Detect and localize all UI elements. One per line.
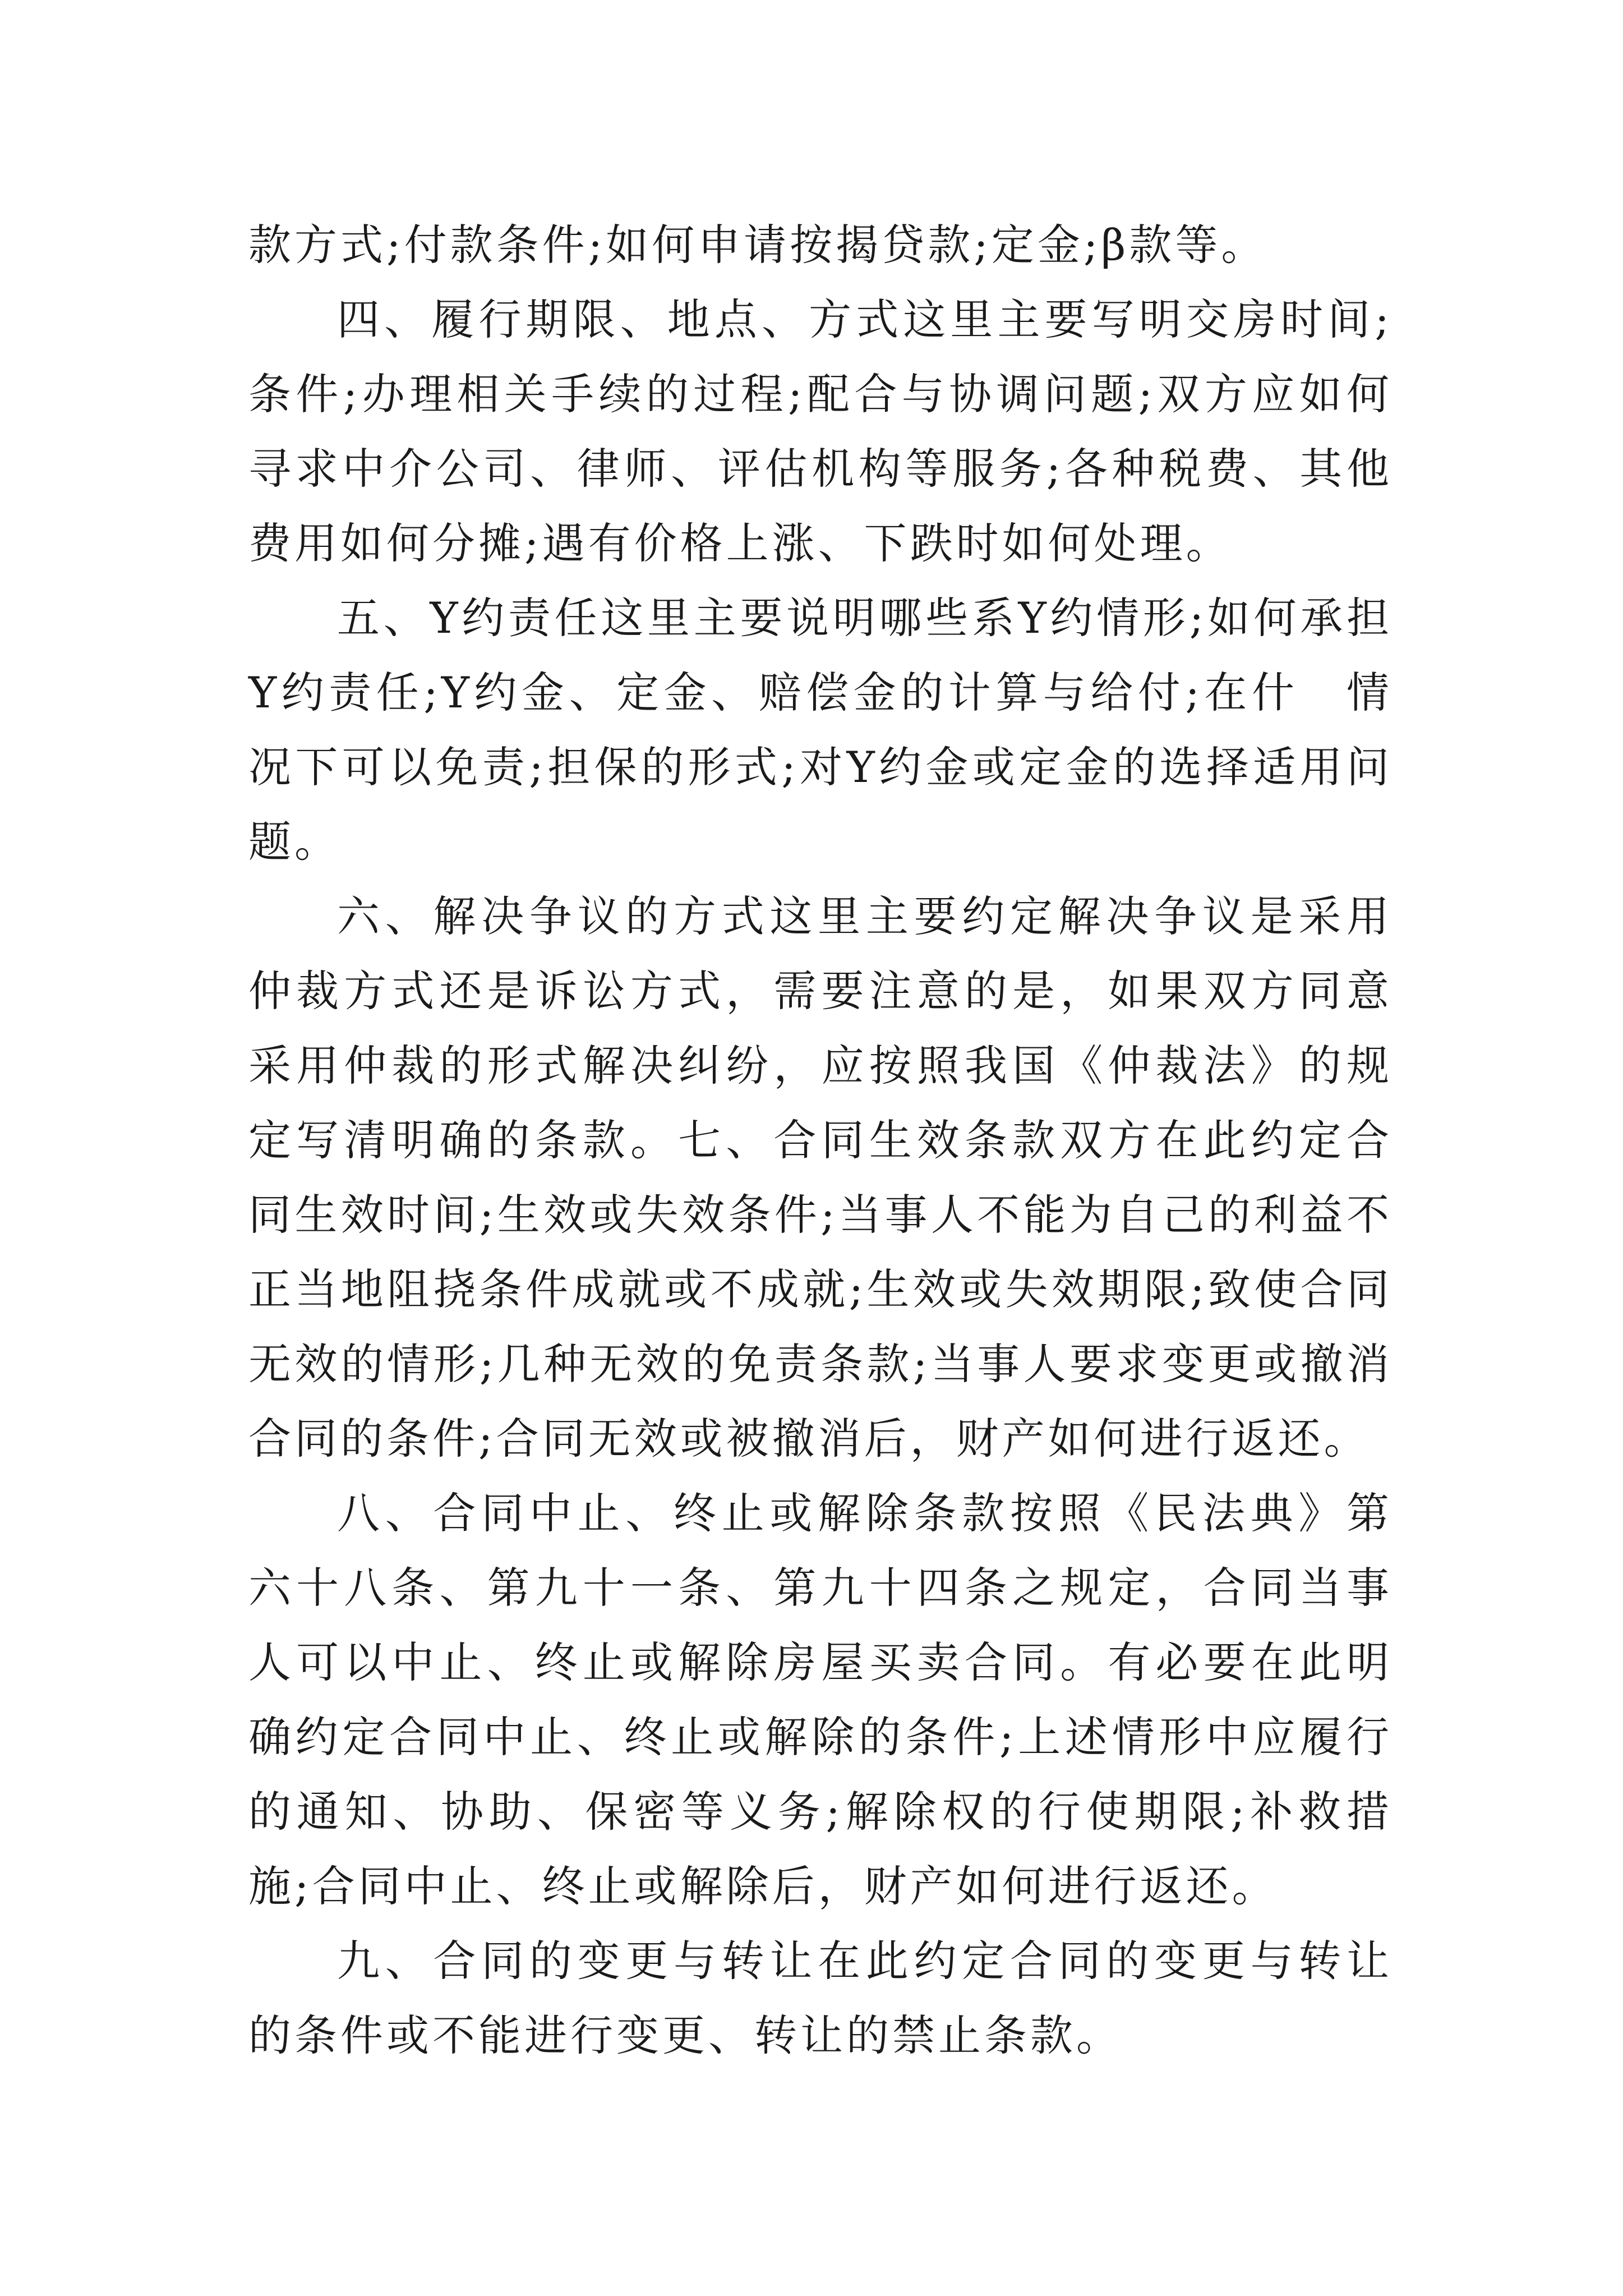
paragraph-dispute-resolution: 六、解决争议的方式这里主要约定解决争议是采用仲裁方式还是诉讼方式，需要注意的是，如果双方同意采用仲裁的形式解决纠纷，应按照我国《仲裁法》的规定写清明确的条款。七、合同生效条款双方在此约定合同生效时间;生效或失效条件;当事人不能为自己的利益不正当地阻挠条件成就或不成就;生效或失效期限;致使合同无效的情形;几种无效的免责条款;当事人要求变更或撤消合同的条件;合同无效或被撤消后，财产如何进行返还。 bbox=[248, 891, 1393, 1464]
paragraph-modification-transfer: 九、合同的变更与转让在此约定合同的变更与转让的条件或不能进行变更、转让的禁止条款。 bbox=[248, 1936, 1393, 2060]
document-body bbox=[248, 208, 1393, 2073]
paragraph-performance-terms: 四、履行期限、地点、方式这里主要写明交房时间;条件;办理相关手续的过程;配合与协调问题;双方应如何寻求中介公司、律师、评估机构等服务;各种税费、其他费用如何分摊;遇有价格上涨、下跌时如何处理。 bbox=[248, 295, 1393, 568]
paragraph-breach-liability: 五、Y约责任这里主要说明哪些系Y约情形;如何承担Y约责任;Y约金、定金、赔偿金的计算与给付;在什 情况下可以免责;担保的形式;对Y约金或定金的选择适用问题。 bbox=[248, 593, 1393, 867]
paragraph-termination-terms: 八、合同中止、终止或解除条款按照《民法典》第六十八条、第九十一条、第九十四条之规定，合同当事人可以中止、终止或解除房屋买卖合同。有必要在此明确约定合同中止、终止或解除的条件;上述情形中应履行的通知、协助、保密等义务;解除权的行使期限;补救措施;合同中止、终止或解除后，财产如何进行返还。 bbox=[248, 1488, 1393, 1911]
paragraph-payment-terms: 款方式;付款条件;如何申请按揭贷款;定金;β款等。 bbox=[248, 220, 1267, 270]
